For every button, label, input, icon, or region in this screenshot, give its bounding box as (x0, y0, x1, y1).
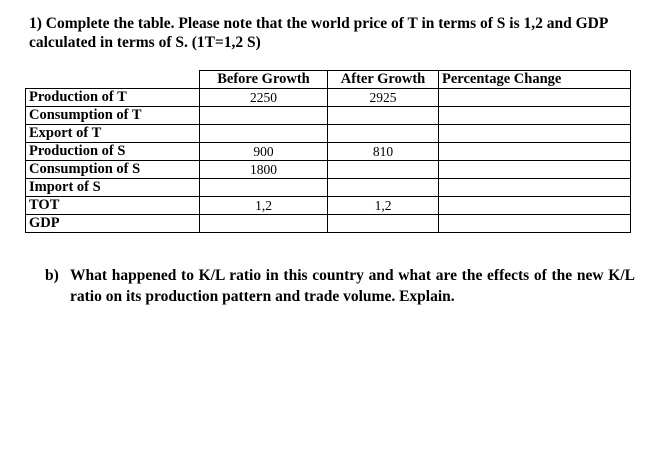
table-row (26, 215, 631, 233)
after-cell: 1,2 (328, 197, 439, 215)
table-header-row (26, 71, 631, 89)
before-cell (200, 125, 328, 143)
before-cell (200, 107, 328, 125)
before-cell: 2250 (200, 89, 328, 107)
change-cell (439, 161, 631, 179)
change-cell (439, 107, 631, 125)
before-cell (200, 215, 328, 233)
row-label: Export of T (26, 125, 200, 143)
table-row (26, 179, 631, 197)
question-line-2: calculated in terms of S. (1T=1,2 S) (29, 34, 261, 51)
question-line-1: 1) Complete the table. Please note that the world price of T in terms of S is 1,2 and GDP (29, 15, 609, 32)
header-percentage-change: Percentage Change (439, 71, 631, 89)
table-row (26, 107, 631, 125)
header-cell-empty (26, 71, 200, 89)
before-cell: 1,2 (200, 197, 328, 215)
change-cell (439, 89, 631, 107)
table-row (26, 89, 631, 107)
change-cell (439, 125, 631, 143)
after-cell (328, 107, 439, 125)
after-cell (328, 179, 439, 197)
row-label: Import of S (26, 179, 200, 197)
table-row (26, 161, 631, 179)
change-cell (439, 215, 631, 233)
growth-table (25, 70, 631, 233)
after-cell (328, 125, 439, 143)
before-cell: 1800 (200, 161, 328, 179)
change-cell (439, 179, 631, 197)
row-label: Production of S (26, 143, 200, 161)
question-text (29, 14, 649, 52)
header-before-growth: Before Growth (200, 71, 328, 89)
row-label: Consumption of T (26, 107, 200, 125)
change-cell (439, 197, 631, 215)
row-label: GDP (26, 215, 200, 233)
header-after-growth: After Growth (328, 71, 439, 89)
table-row (26, 197, 631, 215)
after-cell: 2925 (328, 89, 439, 107)
change-cell (439, 143, 631, 161)
table-row (26, 143, 631, 161)
before-cell: 900 (200, 143, 328, 161)
row-label: TOT (26, 197, 200, 215)
row-label: Production of T (26, 89, 200, 107)
table-row (26, 125, 631, 143)
before-cell (200, 179, 328, 197)
after-cell (328, 161, 439, 179)
question-b (45, 265, 635, 307)
question-b-label: b) (45, 267, 59, 284)
row-label: Consumption of S (26, 161, 200, 179)
after-cell: 810 (328, 143, 439, 161)
question-b-text: What happened to K/L ratio in this country and what are the effects of the new K/L ratio on its production pattern and trade volume. Explain. (70, 267, 635, 305)
after-cell (328, 215, 439, 233)
